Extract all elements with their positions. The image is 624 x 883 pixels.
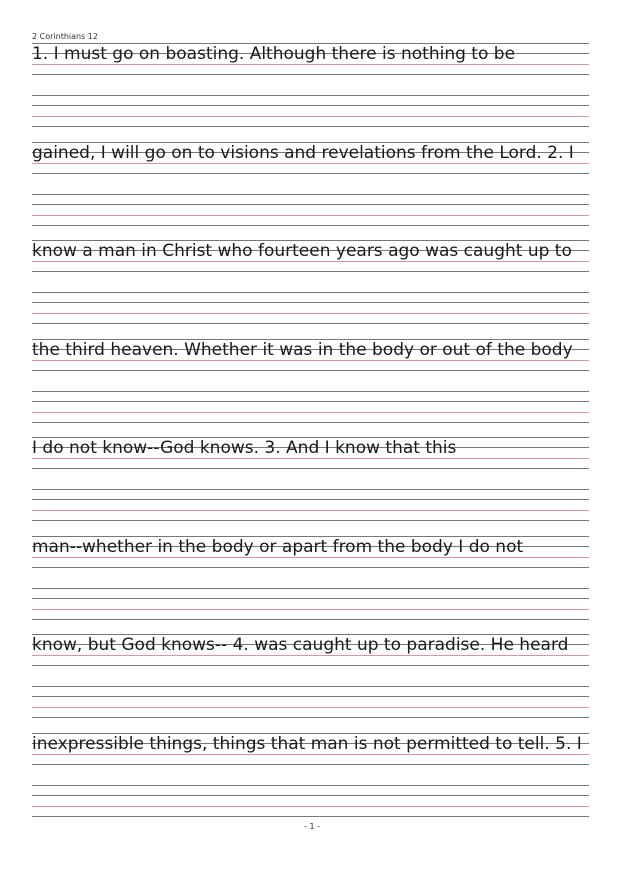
guide-rule-red (32, 458, 589, 459)
guide-rule-red (32, 557, 589, 558)
guide-rule-red (32, 609, 589, 610)
guide-rule (32, 588, 589, 589)
practice-line-block (32, 339, 589, 423)
guide-rule (32, 717, 589, 718)
practice-line-block (32, 43, 589, 127)
guide-rule-red (32, 412, 589, 413)
practice-line-block (32, 536, 589, 620)
guide-rule-red (32, 360, 589, 361)
guide-rule-red (32, 806, 589, 807)
trace-text-line: man--whether in the body or apart from the body I do not (32, 537, 524, 557)
guide-rule (32, 302, 589, 303)
guide-rule-red (32, 313, 589, 314)
guide-rule (32, 489, 589, 490)
page-number: - 1 - (304, 822, 320, 831)
trace-text-line: I do not know--God knows. 3. And I know that this (32, 438, 457, 458)
guide-rule-red (32, 754, 589, 755)
guide-rule (32, 785, 589, 786)
guide-rule (32, 225, 589, 226)
guide-rule (32, 795, 589, 796)
guide-rule (32, 401, 589, 402)
guide-rule-red (32, 655, 589, 656)
practice-line-block (32, 733, 589, 817)
guide-rule (32, 598, 589, 599)
trace-text-line: know a man in Christ who fourteen years ago was caught up to (32, 241, 572, 261)
guide-rule (32, 292, 589, 293)
guide-rule (32, 499, 589, 500)
guide-rule (32, 665, 589, 666)
guide-rule (32, 619, 589, 620)
practice-line-block (32, 437, 589, 521)
guide-rule (32, 126, 589, 127)
guide-rule (32, 816, 589, 817)
guide-rule-red (32, 215, 589, 216)
trace-text-line: inexpressible things, things that man is not permitted to tell. 5. I (32, 734, 582, 754)
guide-rule (32, 391, 589, 392)
guide-rule (32, 567, 589, 568)
page-header: 2 Corinthians 12 (32, 32, 98, 41)
trace-text-line: 1. I must go on boasting. Although there is nothing to be (32, 44, 516, 64)
guide-rule-red (32, 510, 589, 511)
guide-rule (32, 468, 589, 469)
guide-rule (32, 95, 589, 96)
guide-rule-red (32, 261, 589, 262)
guide-rule (32, 422, 589, 423)
guide-rule (32, 686, 589, 687)
guide-rule (32, 74, 589, 75)
practice-line-block (32, 634, 589, 718)
guide-rule (32, 173, 589, 174)
guide-rule (32, 271, 589, 272)
guide-rule-red (32, 64, 589, 65)
trace-text-line: know, but God knows-- 4. was caught up to paradise. He heard (32, 635, 569, 655)
guide-rule (32, 105, 589, 106)
guide-rule (32, 194, 589, 195)
guide-rule-red (32, 163, 589, 164)
trace-text-line: the third heaven. Whether it was in the body or out of the body (32, 340, 573, 360)
guide-rule-red (32, 707, 589, 708)
practice-line-block (32, 240, 589, 324)
guide-rule-red (32, 116, 589, 117)
guide-rule (32, 323, 589, 324)
guide-rule (32, 764, 589, 765)
guide-rule (32, 696, 589, 697)
guide-rule (32, 204, 589, 205)
guide-rule (32, 520, 589, 521)
practice-line-block (32, 142, 589, 226)
guide-rule (32, 370, 589, 371)
trace-text-line: gained, I will go on to visions and revelations from the Lord. 2. I (32, 143, 574, 163)
